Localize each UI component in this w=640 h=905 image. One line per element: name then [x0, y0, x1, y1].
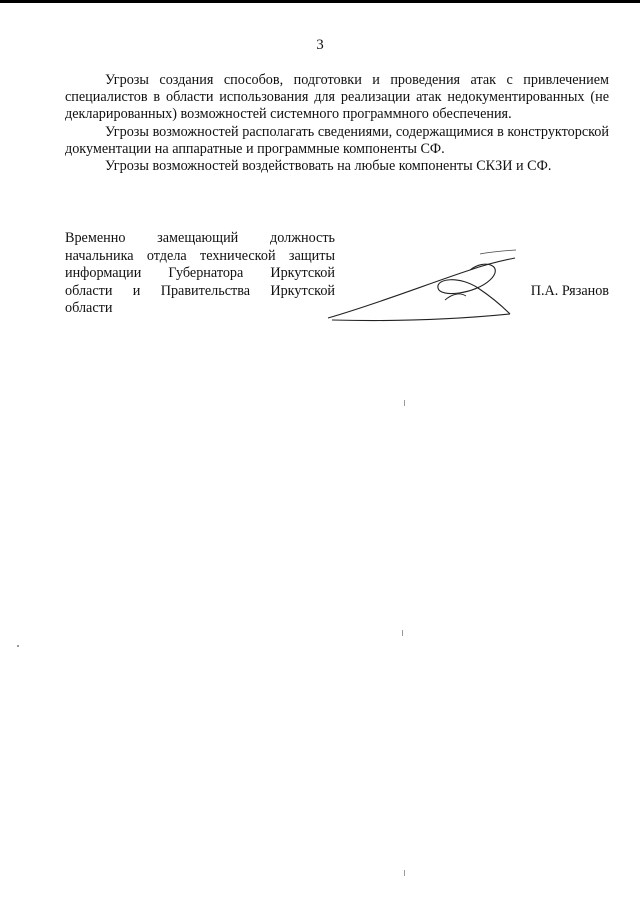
document-body: [65, 72, 609, 175]
scan-artifact: [404, 870, 405, 876]
page-number: 3: [316, 37, 324, 53]
signatory-position: [65, 230, 335, 318]
handwritten-signature: [320, 248, 520, 328]
position-line: области: [65, 300, 113, 316]
position-line: Временно замещающий должность: [65, 230, 335, 246]
position-line: информации Губернатора Иркутской: [65, 265, 335, 281]
position-line: области и Правительства Иркутской: [65, 282, 335, 299]
position-line: начальника отдела технической защиты: [65, 247, 335, 264]
scan-artifact: [404, 400, 405, 406]
paragraph-threats-documentation: Угрозы возможностей располагать сведениями, содержащимися в конструкторской документации на аппаратные и программные компоненты СФ.: [65, 123, 609, 157]
signature-block: [65, 230, 609, 330]
page-top-edge: [0, 0, 640, 3]
scan-artifact: [402, 630, 403, 636]
signatory-name: П.А. Рязанов: [530, 283, 609, 299]
paragraph-threats-attacks: Угрозы создания способов, подготовки и проведения атак с привлечением специалистов в области использования для реализации атак недокументированных (не декларированных) возможностей системного программного обеспечения.: [65, 72, 609, 123]
paragraph-threats-components: Угрозы возможностей воздействовать на любые компоненты СКЗИ и СФ.: [105, 158, 552, 175]
scan-artifact: [17, 645, 19, 647]
